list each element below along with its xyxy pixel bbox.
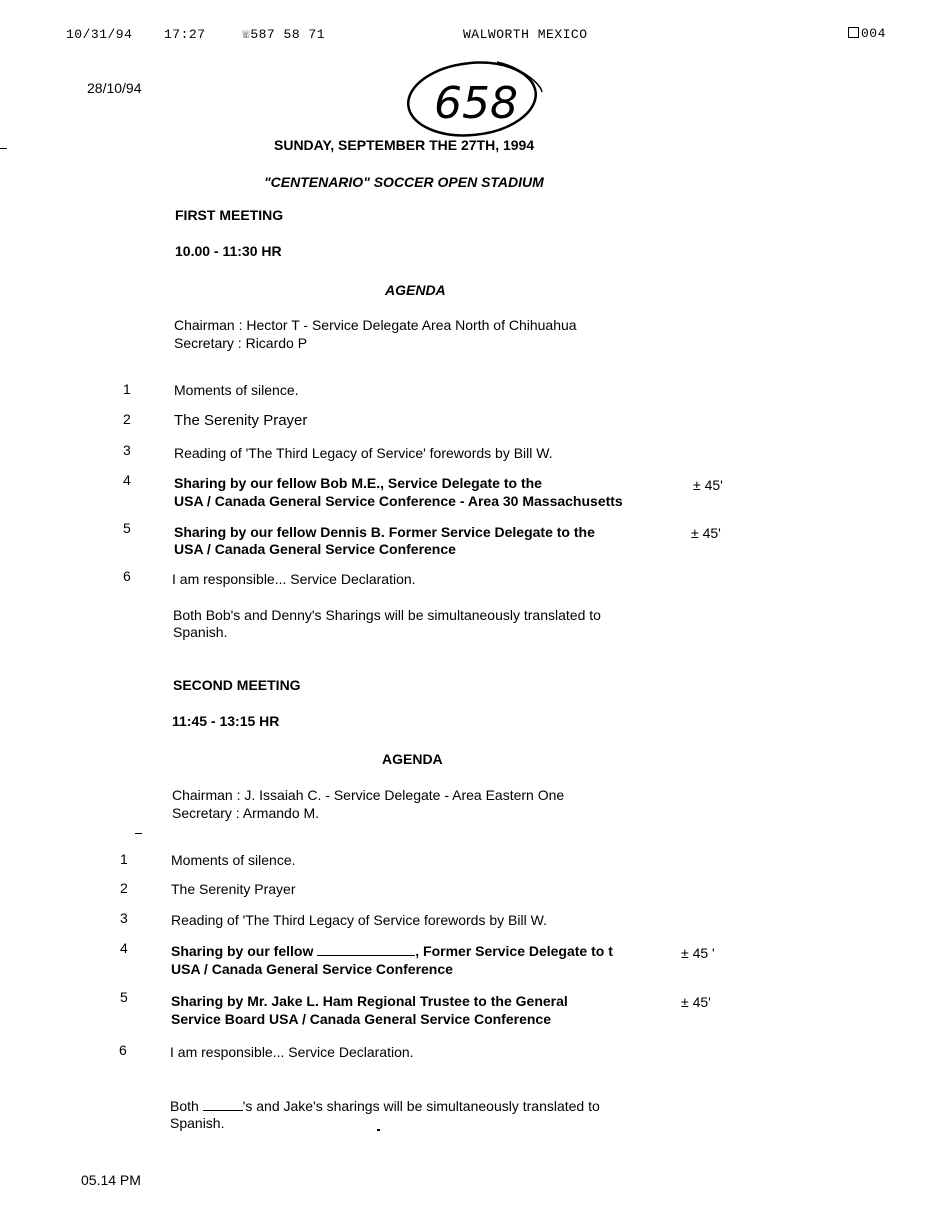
meeting2-item-duration: ± 45'	[681, 994, 711, 1010]
checkbox-icon	[848, 27, 859, 38]
meeting1-time: 10.00 - 11:30 HR	[175, 243, 282, 259]
meeting2-translation-note-continued: Spanish.	[170, 1115, 225, 1131]
meeting1-translation-note-continued: Spanish.	[173, 624, 228, 640]
name-blank-line	[317, 943, 415, 956]
meeting1-item-text-continued: USA / Canada General Service Conference	[174, 541, 456, 557]
meeting2-item-number: 2	[120, 880, 128, 896]
meeting2-translation-note-end: 's and Jake's sharings will be simultaneously translated to	[242, 1098, 600, 1114]
meeting1-agenda-heading: AGENDA	[385, 282, 446, 298]
meeting2-title: SECOND MEETING	[173, 677, 301, 693]
meeting2-translation-note	[170, 1098, 600, 1115]
meeting2-item-text: The Serenity Prayer	[171, 881, 296, 897]
meeting1-item-text: Sharing by our fellow Bob M.E., Service Delegate to the	[174, 475, 542, 491]
meeting2-secretary: Secretary : Armando M.	[172, 805, 320, 821]
telephone-icon: ☏	[242, 27, 251, 42]
meeting1-item-number: 1	[123, 381, 131, 397]
meeting1-item-number: 3	[123, 442, 131, 458]
meeting1-item-text: Sharing by our fellow Dennis B. Former Service Delegate to the	[174, 524, 595, 540]
meeting2-translation-note-start: Both	[170, 1098, 199, 1114]
meeting1-item-number: 2	[123, 411, 131, 427]
fax-page-number: 004	[861, 26, 886, 41]
meeting1-item-text: I am responsible... Service Declaration.	[172, 571, 416, 587]
meeting2-item-duration: ± 45 '	[681, 945, 715, 961]
meeting2-item-text: I am responsible... Service Declaration.	[170, 1044, 414, 1060]
fax-time: 17:27	[164, 27, 206, 42]
meeting1-item-text: Reading of 'The Third Legacy of Service' forewords by Bill W.	[174, 445, 553, 461]
event-date: SUNDAY, SEPTEMBER THE 27TH, 1994	[274, 137, 535, 153]
meeting1-item-text: The Serenity Prayer	[174, 412, 308, 429]
meeting2-time: 11:45 - 13:15 HR	[172, 713, 280, 729]
meeting2-item-text	[171, 943, 613, 960]
meeting1-secretary: Secretary : Ricardo P	[174, 335, 308, 351]
meeting1-item-duration: ± 45'	[693, 477, 723, 493]
scan-mark	[135, 833, 142, 834]
meeting2-item-number: 3	[120, 910, 128, 926]
meeting1-item-text: Moments of silence.	[174, 382, 299, 398]
meeting2-item-text-continued: Service Board USA / Canada General Service Conference	[171, 1011, 551, 1027]
scan-mark	[377, 1129, 380, 1131]
meeting1-translation-note: Both Bob's and Denny's Sharings will be simultaneously translated to	[173, 607, 601, 623]
handwritten-circled-number	[402, 52, 547, 142]
meeting2-item-number: 5	[120, 989, 128, 1005]
meeting2-item-text: Sharing by Mr. Jake L. Ham Regional Trustee to the General	[171, 993, 568, 1009]
stamp-number: 658	[434, 78, 518, 129]
fax-date: 10/31/94	[66, 27, 133, 42]
meeting2-item-text: Reading of 'The Third Legacy of Service forewords by Bill W.	[171, 912, 547, 928]
meeting1-item-duration: ± 45'	[691, 525, 721, 541]
document-date: 28/10/94	[87, 80, 142, 96]
event-venue: "CENTENARIO" SOCCER OPEN STADIUM	[264, 174, 544, 190]
meeting2-item-text-continued: USA / Canada General Service Conference	[171, 961, 453, 977]
meeting1-item-number: 5	[123, 520, 131, 536]
meeting2-chairman: Chairman : J. Issaiah C. - Service Delegate - Area Eastern One	[172, 787, 565, 803]
meeting2-item-number: 1	[120, 851, 128, 867]
name-blank-line	[203, 1098, 243, 1111]
meeting2-item-number: 4	[120, 940, 128, 956]
meeting1-title: FIRST MEETING	[175, 207, 284, 223]
meeting2-item-text-start: Sharing by our fellow	[171, 943, 314, 959]
meeting1-item-number: 6	[123, 568, 131, 584]
fax-phone	[242, 27, 325, 42]
meeting1-item-text-continued: USA / Canada General Service Conference - Area 30 Massachusetts	[174, 493, 623, 509]
meeting2-agenda-heading: AGENDA	[382, 751, 443, 767]
fax-page	[848, 26, 886, 41]
meeting1-item-number: 4	[123, 472, 131, 488]
meeting2-item-text-end: , Former Service Delegate to t	[415, 943, 613, 959]
scan-mark	[0, 148, 7, 149]
footer-time: 05.14 PM	[81, 1172, 141, 1188]
fax-phone-number: 587 58 71	[250, 27, 326, 42]
meeting2-item-number: 6	[119, 1042, 127, 1058]
fax-sender: WALWORTH MEXICO	[463, 27, 588, 42]
meeting1-chairman: Chairman : Hector T - Service Delegate Area North of Chihuahua	[174, 317, 577, 333]
meeting2-item-text: Moments of silence.	[171, 852, 296, 868]
